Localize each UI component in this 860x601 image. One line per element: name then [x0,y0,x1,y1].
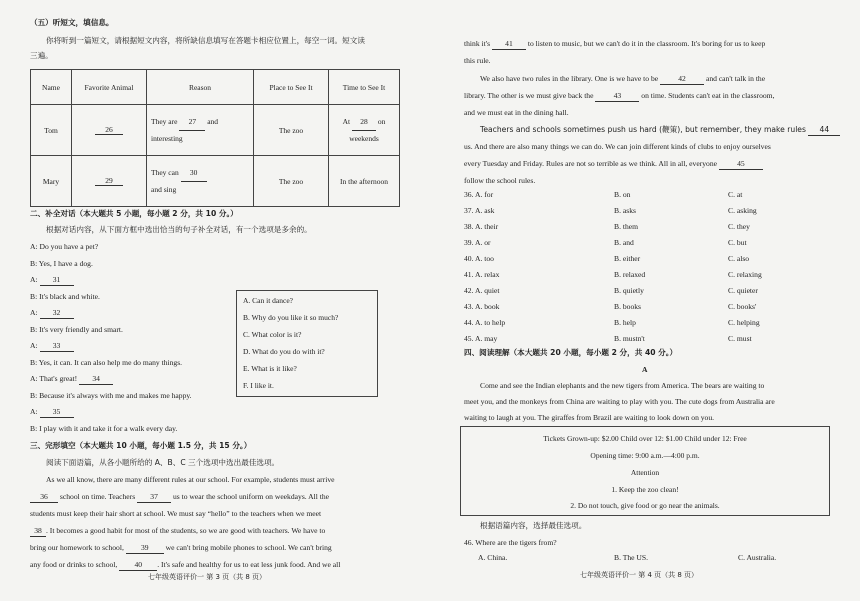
choice-c[interactable]: C. but [728,238,747,247]
table-header: Name [31,70,72,105]
cell-place: The zoo [254,105,329,156]
dialog-line: A: 32 [30,307,74,319]
choice-b[interactable]: B. asks [614,206,636,215]
answer-blank: 33 [40,340,74,352]
choice-c[interactable]: C. also [728,254,750,263]
cell-animal [72,105,147,156]
cell-name: Tom [31,105,72,156]
option-item: A. Can it dance? [243,296,293,305]
option-item: B. Why do you like it so much? [243,313,339,322]
choice-b[interactable]: B. quietly [614,286,644,295]
cell-time [329,105,400,156]
choice-b[interactable]: B. them [614,222,639,231]
reading-line: waiting to laugh at you. The giraffes from Brazil are waiting to look down on you. [464,413,715,422]
answer-blank: 42 [660,73,704,85]
choice-c[interactable]: C. helping [728,318,760,327]
cell-place: The zoo [254,156,329,207]
dialog-line: A: That's great! 34 [30,373,113,385]
reason-text: interesting [151,133,183,143]
choice-a[interactable]: 40. A. too [464,254,494,263]
table-header: Time to See It [329,70,400,105]
dialog-line: A: 31 [30,274,74,286]
table-header: Reason [147,70,254,105]
cloze-line: students must keep their hair short at school. We must say “hello” to the teachers when we meet [30,509,322,518]
answer-blank: 39 [126,542,164,554]
right-page [430,0,860,601]
answer-blank: 35 [40,406,74,418]
section-5-instruction: 你将听到一篇短文，请根据短文内容，将所缺信息填写在答题卡相应位置上，每空一词。短文读 [46,36,365,45]
dialog-line: B: Because it's always with me and makes me happy. [30,391,192,400]
cloze-line: follow the school rules. [464,176,536,185]
answer-blank: 43 [595,90,639,102]
choice-a[interactable]: 41. A. relax [464,270,500,279]
choice-b[interactable]: B. and [614,238,634,247]
dialog-line: A: 35 [30,406,74,418]
choice-c[interactable]: C. books' [728,302,757,311]
rule-item: 2. Do not touch, give food or go near the animals. [570,501,720,510]
opening-time: Opening time: 9:00 a.m.—4:00 p.m. [590,451,700,460]
reason-text: They are [151,116,178,126]
choice-b[interactable]: B. help [614,318,636,327]
cloze-line: bring our homework to school, 39 we can't bring mobile phones to school. We can't bring [30,543,332,552]
cloze-line: library. The other is we must give back the 43 on time. Students can't eat in the classroom, [464,91,775,100]
answer-blank: 45 [719,158,763,170]
choice-a[interactable]: 44. A. to help [464,318,506,327]
answer-blank: 37 [137,491,171,503]
dialog-line: A: 33 [30,340,74,352]
question-46: 46. Where are the tigers from? [464,538,557,547]
section-5-title: （五）听短文，填信息。 [30,18,114,27]
reading-instruction: 根据语篇内容，选择最佳选项。 [480,521,587,530]
reason-text: They can [151,167,179,177]
answer-c[interactable]: C. Australia. [738,553,777,562]
dialog-line: A: Do you have a pet? [30,242,99,251]
dialog-options-box [236,290,378,397]
section-4-title: 四、阅读理解（本大题共 20 小题，每小题 2 分，共 40 分。） [464,348,678,357]
choice-c[interactable]: C. at [728,190,743,199]
option-item: F. I like it. [243,381,274,390]
dialog-line: B: Yes, it can. It can also help me do many things. [30,358,183,367]
choice-a[interactable]: 42. A. quiet [464,286,500,295]
cloze-line: Teachers and schools sometimes push us hard (鞭策), but remember, they make rules 44 [480,124,840,136]
section-3-title: 三、完形填空（本大题共 10 小题，每小题 1.5 分，共 15 分。） [30,441,252,450]
answer-blank: 27 [179,114,205,131]
page-footer: 七年级英语评价一 第 4 页（共 8 页） [580,571,699,579]
choice-b[interactable]: B. mustn't [614,334,645,343]
zoo-ticket-box [460,426,830,516]
dialog-line: B: I play with it and take it for a walk every day. [30,424,178,433]
answer-a[interactable]: A. China. [478,553,508,562]
page-footer: 七年级英语评价一 第 3 页（共 8 页） [148,573,267,581]
section-5-instruction-cont: 三遍。 [30,51,53,60]
cell-reason [147,156,254,207]
answer-blank: 26 [95,125,123,135]
choice-b[interactable]: B. relaxed [614,270,646,279]
answer-blank: 34 [79,373,113,385]
dialog-line: B: It's black and white. [30,292,100,301]
answer-blank: 31 [40,274,74,286]
choice-a[interactable]: 38. A. their [464,222,499,231]
answer-blank: 29 [95,176,123,186]
cloze-line: We also have two rules in the library. One is we have to be 42 and can't talk in the [480,74,766,83]
answer-blank: 30 [181,165,207,182]
ticket-prices: Tickets Grown-up: $2.00 Child over 12: $1.00 Child under 12: Free [543,434,747,443]
table-header: Favorite Animal [72,70,147,105]
choice-b[interactable]: B. either [614,254,641,263]
choice-a[interactable]: 39. A. or [464,238,491,247]
cell-reason [147,105,254,156]
choice-b[interactable]: B. on [614,190,631,199]
option-item: E. What is it like? [243,364,297,373]
cloze-line: think it's 41 to listen to music, but we can't do it in the classroom. It's boring for us to keep [464,39,766,48]
rule-item: 1. Keep the zoo clean! [611,485,679,494]
cell-animal [72,156,147,207]
cloze-line: and we must eat in the dining hall. [464,108,569,117]
answer-blank: 32 [40,307,74,319]
time-text: on [377,116,386,126]
listening-info-table [30,69,400,207]
choice-a[interactable]: 36. A. for [464,190,494,199]
choice-c[interactable]: C. relaxing [728,270,762,279]
option-item: C. What color is it? [243,330,302,339]
dialog-line: B: Yes, I have a dog. [30,259,93,268]
reason-text: and [207,116,219,126]
choice-c[interactable]: C. asking [728,206,757,215]
cloze-line: As we all know, there are many different rules at our school. For example, students must arrive [46,475,335,484]
table-row [31,105,400,156]
cell-name: Mary [31,156,72,207]
reading-line: Come and see the Indian elephants and the new tigers from America. The bears are waiting to [480,381,765,390]
answer-blank: 38 [30,525,46,537]
choice-b[interactable]: B. books [614,302,642,311]
choice-c[interactable]: C. they [728,222,750,231]
cloze-line: every Tuesday and Friday. Rules are not so terrible as we think. All in all, everyone 45 [464,158,763,170]
choice-a[interactable]: 43. A. book [464,302,500,311]
cloze-line: this rule. [464,56,491,65]
choice-a[interactable]: 45. A. may [464,334,498,343]
cell-time: In the afternoon [329,156,400,207]
cloze-line: any food or drinks to school, 40 . It's safe and healthy for us to eat less junk food. And we all [30,560,341,569]
cloze-line: 36 school on time. Teachers 37 us to wear the school uniform on weekdays. All the [30,491,329,503]
answer-b[interactable]: B. The US. [614,553,649,562]
answer-blank: 41 [492,38,526,50]
answer-blank: 36 [30,491,58,503]
passage-letter: A [642,365,648,374]
choice-a[interactable]: 37. A. ask [464,206,495,215]
cloze-line: 38 . It becomes a good habit for most of the students, so we are good with teachers. We have to [30,525,325,537]
section-2-title: 二、补全对话（本大题共 5 小题，每小题 2 分，共 10 分。） [30,209,238,218]
dialog-line: B: It's very friendly and smart. [30,325,123,334]
table-header-row [31,70,400,105]
time-text: At [342,116,351,126]
cloze-line: us. And there are also many things we can do. We can join different kinds of clubs to enjoy ourselves [464,142,771,151]
section-2-instruction: 根据对话内容，从下面方框中选出恰当的句子补全对话，有一个选项是多余的。 [46,225,312,234]
option-item: D. What do you do with it? [243,347,325,356]
reading-line: meet you, and the monkeys from China are waiting to play with you. The cute dogs from Australia are [464,397,775,406]
table-header: Place to See It [254,70,329,105]
section-3-instruction: 阅读下面语篇，从各小题所给的 A、B、C 三个选项中选出最佳选项。 [46,458,280,467]
table-row [31,156,400,207]
choice-c[interactable]: C. must [728,334,752,343]
time-text: weekends [349,133,379,143]
reason-text: and sing [151,184,177,194]
answer-blank: 28 [352,114,376,131]
choice-c[interactable]: C. quieter [728,286,758,295]
answer-blank: 44 [808,124,840,136]
attention-heading: Attention [630,468,660,477]
answer-blank: 40 [119,559,157,571]
